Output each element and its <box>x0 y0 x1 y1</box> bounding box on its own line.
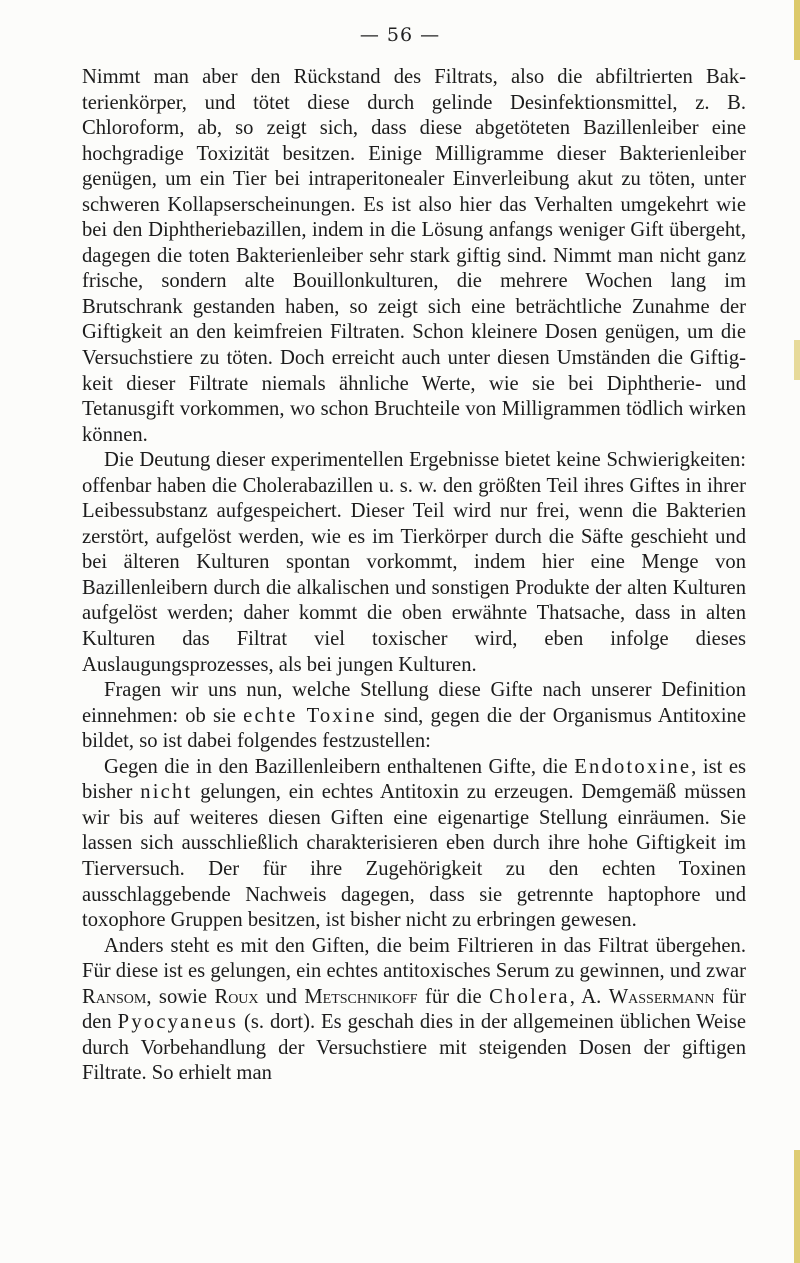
paragraph-4 <box>82 755 746 934</box>
paragraph-5-text: und <box>258 985 305 1008</box>
paragraph-5-text: (s. dort). Es geschah dies in der allgemeinen üblichen Weise durch Vorbehandlung der Versuchstiere mit steigenden Dosen der giftigen Filtrate. So erhielt man <box>82 1011 746 1085</box>
page-edge-stain <box>794 1150 800 1263</box>
page-number: — 56 — <box>359 24 441 46</box>
paragraph-5-text: , sowie <box>146 985 215 1008</box>
paragraph-3-text: Fragen wir uns nun, welche Stellung diese Gifte nach unserer Definition einnehmen: ob sie <box>82 679 746 727</box>
emphasis-pyocyaneus: Pyocyaneus <box>117 1011 239 1034</box>
paragraph-5-text: für den <box>82 985 746 1034</box>
author-roux: Roux <box>214 985 259 1008</box>
author-wassermann: Wassermann <box>608 985 715 1008</box>
emphasis-nicht: nicht <box>140 781 193 804</box>
paragraph-3 <box>82 678 746 755</box>
paragraph-5-text: für die <box>417 985 490 1008</box>
author-metschnikoff: Metschnikoff <box>304 985 418 1008</box>
paragraph-4-text: , ist es bisher <box>82 755 746 804</box>
paragraph-4-text: Gegen die in den Bazillenleibern enthaltenen Gifte, die <box>104 755 575 778</box>
emphasis-cholera: Cholera <box>489 985 570 1008</box>
author-ransom: Ransom <box>82 985 147 1008</box>
paragraph-5-text: Anders steht es mit den Giften, die beim Filtrieren in das Filtrat übergehen. Für diese ist es gelungen, ein echtes antitoxisches Serum zu gewinnen, und zwar <box>82 934 746 983</box>
paragraph-2: Die Deutung dieser experimentellen Ergebnisse bietet keine Schwierigkeiten: offenbar haben die Cholerabazillen u. s. w. den größten Teil ihres Giftes in ihrer Leibessubstanz aufgespeichert. Dieser Teil wird nur frei, wenn die Bakterien zerstört, aufgelöst werden, wie es im Tierkörper durch die Säfte geschieht und bei älteren Kulturen spontan vorkommt, indem hier eine Menge von Bazillenleibern durch die alkalischen und sonstigen Produkte der alten Kulturen aufgelöst werden; daher kommt die oben erwähnte Thatsache, dass in alten Kulturen das Filtrat viel toxischer wird, eben infolge dieses Auslaugungsprozesses, als bei jungen Kulturen. <box>82 449 746 676</box>
paragraph-3-text: sind, gegen die der Organismus Antitoxine bildet, so ist dabei folgendes festzustellen: <box>82 704 746 753</box>
body-text <box>82 65 746 1087</box>
paragraph-1: Nimmt man aber den Rückstand des Filtrats, also die abfiltrierten Bakterienkörper, und tötet diese durch gelinde Desinfektionsmittel, z. B. Chloroform, ab, so zeigt sich, dass diese abgetöteten Bazillenleiber eine hochgradige Toxizität besitzen. Einige Milligramme dieser Bakterienleiber genügen, um ein Tier bei intraperitonealer Einverleibung akut zu töten, unter schweren Kollapserscheinungen. Es ist also hier das Verhalten umgekehrt wie bei den Diphtheriebazillen, indem in die Lösung anfangs weniger Gift übergeht, dagegen die toten Bakterienleiber sehr stark giftig sind. Nimmt man nicht ganz frische, sondern alte Bouillonkulturen, die mehrere Wochen lang im Brutschrank gestanden haben, so zeigt sich eine beträchtliche Zunahme der Giftigkeit an den keimfreien Filtraten. Schon kleinere Dosen genügen, um die Versuchstiere zu töten. Doch erreicht auch unter diesen Umständen die Giftigkeit dieser Filtrate niemals ähnliche Werte, wie sie bei Diphtherie- und Tetanusgift vorkommen, wo schon Bruchteile von Milligrammen tödlich wirken können. <box>82 66 746 446</box>
emphasis-endotoxine: Endotoxine <box>574 755 692 778</box>
emphasis-echte-toxine: echte Toxine <box>243 704 377 727</box>
page-edge-stain <box>794 340 800 380</box>
paragraph-5 <box>82 934 746 1087</box>
paragraph-5-text: , A. <box>569 985 609 1008</box>
paragraph-4-text: gelungen, ein echtes Antitoxin zu erzeugen. Demgemäß müssen wir bis auf weiteres diesen Giften eine eigenartige Stellung einräumen. Sie lassen sich ausschließlich charakterisieren eben durch ihre hohe Giftigkeit im Tierversuch. Der für ihre Zugehörigkeit zu den echten Toxinen ausschlaggebende Nachweis dagegen, dass sie getrennte haptophore und toxophore Gruppen besitzen, ist bisher nicht zu erbringen gewesen. <box>82 781 746 932</box>
